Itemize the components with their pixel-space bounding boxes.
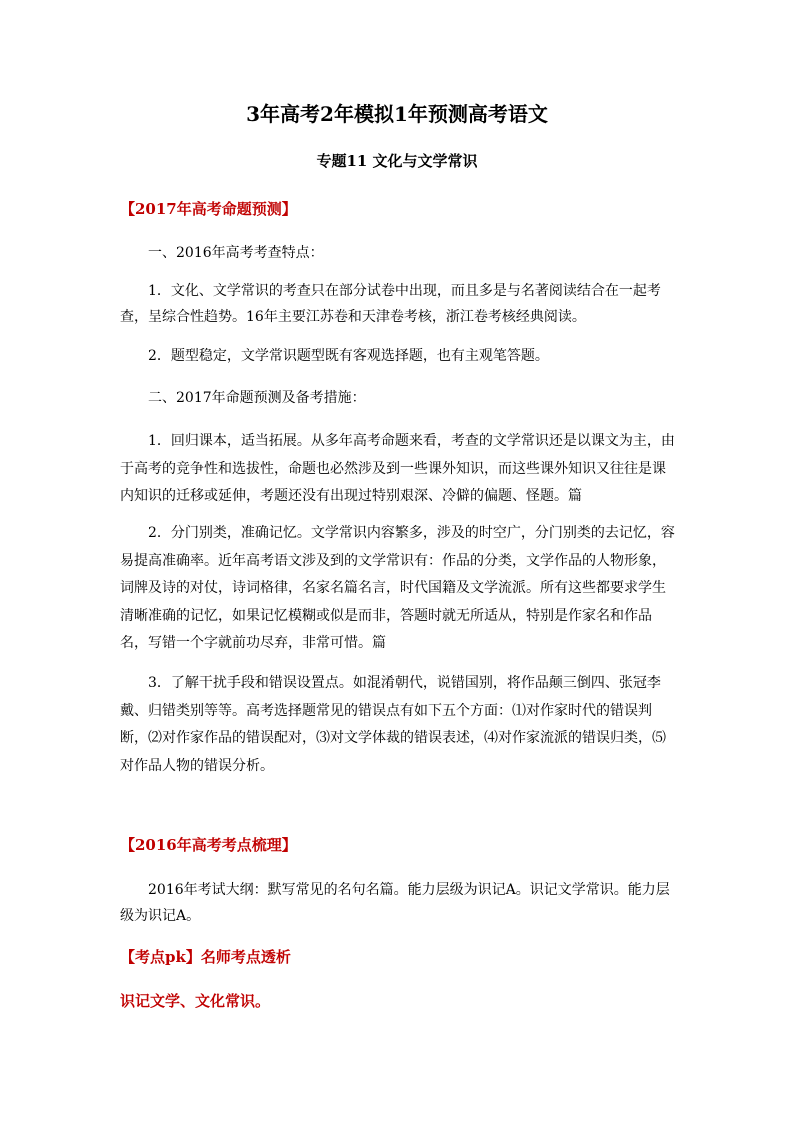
paragraph-feature-1: 1．文化、文学常识的考查只在部分试卷中出现，而且多是与名著阅读结合在一起考查，呈综合性趋势。16年主要江苏卷和天津卷考核，浙江卷考核经典阅读。 — [120, 283, 661, 325]
section-heading-prediction: 【2017年高考命题预测】 — [120, 200, 297, 218]
paragraph-measure-1: 1．回归课本，适当拓展。从多年高考命题来看，考查的文学常识还是以课文为主，由于高考的竞争性和选拔性，命题也必然涉及到一些课外知识，而这些课外知识又往往是课内知识的迁移或延伸，考题还没有出现过特别艰深、冷僻的偏题、怪题。篇 — [120, 433, 675, 504]
paragraph-measures-heading: 二、2017年命题预测及备考措施： — [148, 390, 366, 406]
section-heading-analysis-text: 名师考点透析 — [200, 948, 291, 966]
paragraph-measure-3: 3．了解干扰手段和错误设置点。如混淆朝代，说错国别，将作品颠三倒四、张冠李戴、归错类别等等。高考选择题常见的错误点有如下五个方面：⑴对作家时代的错误判断，⑵对作家作品的错误配对，⑶对文学体裁的错误表述，⑷对作家流派的错误归类，⑸对作品人物的错误分析。 — [120, 675, 666, 774]
page-subtitle: 专题11 文化与文学常识 — [316, 152, 478, 170]
section-heading-analysis — [120, 946, 291, 967]
paragraph-measure-2: 2．分门别类，准确记忆。文学常识内容繁多，涉及的时空广，分门别类的去记忆，容易提高准确率。近年高考语文涉及到的文学常识有：作品的分类，文学作品的人物形象，词牌及诗的对仗，诗词格律，名家名篇名言，时代国籍及文学流派。所有这些都要求学生清晰准确的记忆，如果记忆模糊或似是而非，答题时就无所适从，特别是作家名和作品名，写错一个字就前功尽弃，非常可惜。篇 — [120, 525, 675, 651]
paragraph-syllabus: 2016年考试大纲：默写常见的名句名篇。能力层级为识记A。识记文学常识。能力层级为识记A。 — [120, 882, 670, 924]
paragraph-features-heading: 一、2016年高考考查特点： — [148, 245, 324, 261]
analysis-subheading: 识记文学、文化常识。 — [120, 992, 271, 1010]
page-title: 3年高考2年模拟1年预测高考语文 — [246, 102, 548, 126]
section-heading-analysis-bracket: 【考点pk】 — [120, 948, 201, 966]
section-heading-outline: 【2016年高考考点梳理】 — [120, 836, 297, 854]
paragraph-feature-2: 2．题型稳定，文学常识题型既有客观选择题，也有主观笔答题。 — [148, 348, 549, 364]
